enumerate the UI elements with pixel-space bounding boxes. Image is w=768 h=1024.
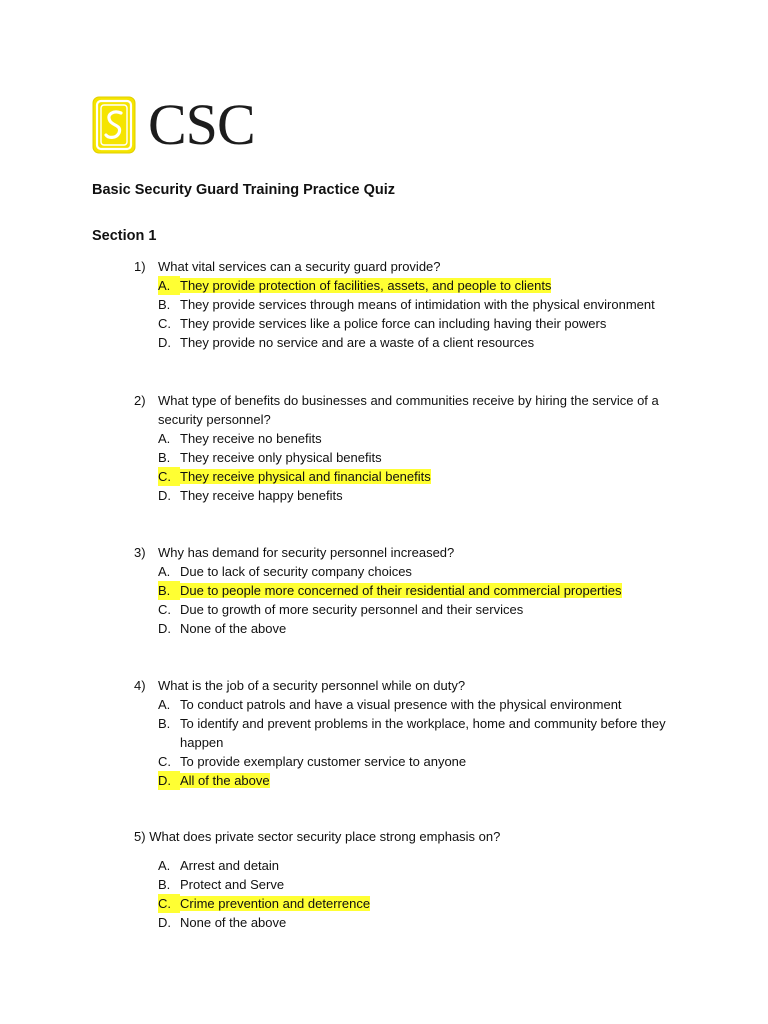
option-letter: B. (158, 581, 180, 600)
question-1 (134, 257, 694, 352)
option-text: They provide services through means of intimidation with the physical environment (180, 297, 655, 312)
option-letter: D. (158, 488, 171, 503)
option-a (158, 695, 694, 714)
option-text: To identify and prevent problems in the workplace, home and community before they happen (180, 716, 666, 750)
question-2 (134, 391, 694, 505)
question-number: 5) (134, 829, 146, 844)
option-text: Due to growth of more security personnel and their services (180, 602, 524, 617)
option-d (158, 486, 694, 505)
option-b (158, 295, 694, 314)
csc-logo (92, 92, 255, 157)
option-letter: B. (158, 877, 171, 892)
question-5-options (158, 856, 678, 932)
option-b (158, 714, 694, 752)
option-letter: A. (158, 431, 171, 446)
question-number: 3) (134, 545, 146, 560)
option-c (158, 600, 694, 619)
question-text: What type of benefits do businesses and communities receive by hiring the service of a security personnel? (158, 393, 659, 427)
option-d (158, 333, 694, 352)
option-b (158, 448, 694, 467)
option-letter: D. (158, 915, 171, 930)
option-text: All of the above (180, 773, 270, 788)
option-b (158, 875, 678, 894)
question-text: What does private sector security place strong emphasis on? (149, 829, 501, 844)
option-text: They receive only physical benefits (180, 450, 382, 465)
option-text: Protect and Serve (180, 877, 285, 892)
option-letter: C. (158, 467, 180, 486)
option-text: None of the above (180, 621, 287, 636)
option-text: Crime prevention and deterrence (180, 896, 371, 911)
option-c (158, 894, 678, 913)
option-text: None of the above (180, 915, 287, 930)
option-letter: C. (158, 894, 180, 913)
option-letter: A. (158, 858, 171, 873)
option-letter: B. (158, 450, 171, 465)
option-text: They receive happy benefits (180, 488, 343, 503)
option-c (158, 314, 694, 333)
option-b (158, 581, 694, 600)
option-d (158, 619, 694, 638)
option-text: Arrest and detain (180, 858, 280, 873)
option-letter: C. (158, 316, 171, 331)
question-text: What vital services can a security guard provide? (158, 259, 441, 274)
option-text: They provide protection of facilities, assets, and people to clients (180, 278, 552, 293)
question-4 (134, 676, 694, 790)
option-text: To conduct patrols and have a visual presence with the physical environment (180, 697, 622, 712)
option-letter: B. (158, 716, 171, 731)
option-text: Due to people more concerned of their residential and commercial properties (180, 583, 622, 598)
option-text: They receive no benefits (180, 431, 322, 446)
question-text: What is the job of a security personnel while on duty? (158, 678, 466, 693)
option-d (158, 913, 678, 932)
question-number: 4) (134, 678, 146, 693)
option-a (158, 429, 694, 448)
option-letter: D. (158, 771, 180, 790)
option-text: Due to lack of security company choices (180, 564, 412, 579)
logo-text: CSC (148, 92, 255, 157)
option-c (158, 752, 694, 771)
question-text: Why has demand for security personnel increased? (158, 545, 455, 560)
option-letter: A. (158, 564, 171, 579)
question-5 (134, 827, 500, 846)
option-a (158, 276, 694, 295)
option-text: They receive physical and financial benefits (180, 469, 431, 484)
option-letter: D. (158, 335, 171, 350)
option-text: They provide no service and are a waste of a client resources (180, 335, 535, 350)
option-letter: D. (158, 621, 171, 636)
option-letter: B. (158, 297, 171, 312)
option-c (158, 467, 694, 486)
option-d (158, 771, 694, 790)
option-text: To provide exemplary customer service to anyone (180, 754, 467, 769)
question-3 (134, 543, 694, 638)
option-letter: C. (158, 754, 171, 769)
question-number: 1) (134, 259, 146, 274)
option-a (158, 562, 694, 581)
option-letter: A. (158, 276, 180, 295)
question-number: 2) (134, 393, 146, 408)
csc-logo-mark-icon (92, 96, 136, 154)
option-letter: C. (158, 602, 171, 617)
option-a (158, 856, 678, 875)
page-title: Basic Security Guard Training Practice Quiz (92, 182, 395, 198)
section-heading: Section 1 (92, 228, 157, 244)
option-letter: A. (158, 697, 171, 712)
option-text: They provide services like a police force can including having their powers (180, 316, 607, 331)
